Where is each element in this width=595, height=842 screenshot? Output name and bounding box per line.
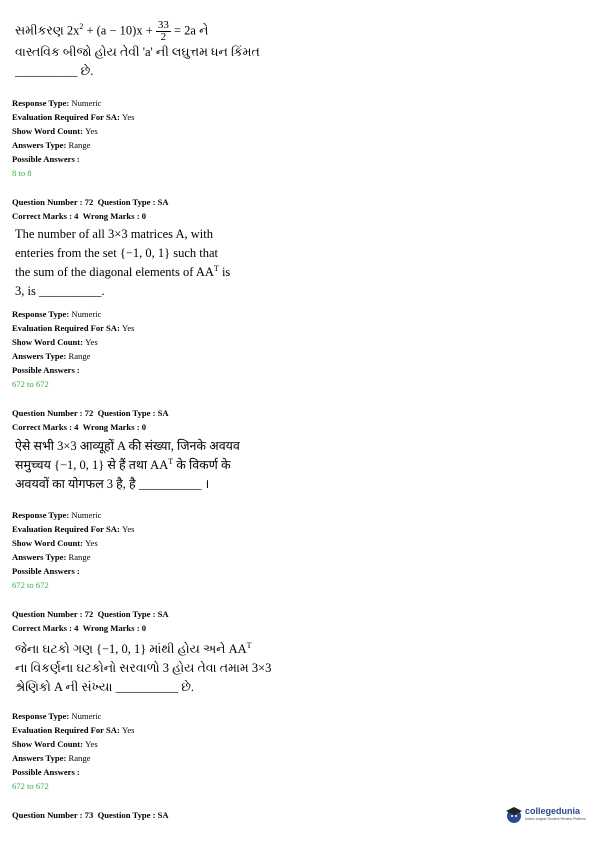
question-number: 72 (84, 197, 94, 207)
question-line: જેના ઘટકો ગણ {−1, 0, 1} માંથી હોય અને $AA^T$ (15, 640, 252, 656)
question-line: ऐसे सभी 3×3 आव्यूहों A की संख्या, जिनके अवयव (15, 439, 240, 453)
superscript: T (246, 640, 252, 650)
superscript: T (168, 456, 174, 466)
question-header: Question Number : 72 Question Type : SA Correct Marks : 4 Wrong Marks : 0 (12, 408, 169, 432)
possible-answers-value: 672 to 672 (12, 379, 49, 389)
possible-answers-value: 8 to 8 (12, 168, 32, 178)
question-header: Question Number : 73 Question Type : SA (12, 810, 169, 820)
superscript: 2 (79, 22, 84, 32)
question-line: अवयवों का योगफल 3 है, है __________ । (15, 477, 210, 491)
question-text-gujarati-quadratic (15, 20, 265, 81)
question-line: શ્રેણિકો A ની સંખ્યા __________ છે. (15, 680, 195, 694)
question-line: 3, is __________. (15, 284, 105, 298)
fraction-denominator: 2 (160, 31, 167, 43)
question-line: enteries from the set {−1, 0, 1} such that (15, 246, 219, 260)
text-fragment: + (a − 10)x + (83, 23, 156, 38)
question-header: Question Number : 72 Question Type : SA Correct Marks : 4 Wrong Marks : 0 (12, 609, 169, 633)
fraction (156, 20, 171, 43)
fraction-numerator: 33 (157, 19, 169, 31)
question-line: ના વિકર્ણના ઘટકોનો સરવાળો 3 હોય તેવા તમામ 3×3 (15, 661, 272, 675)
question-meta: Response Type: Numeric Evaluation Required For SA: Yes Show Word Count: Yes Answers Type: Range Possible Answers : 672 to 672 (12, 510, 135, 590)
question-meta: Response Type: Numeric Evaluation Required For SA: Yes Show Word Count: Yes Answers Type: Range Possible Answers : 672 to 672 (12, 309, 135, 389)
correct-marks: 4 (74, 211, 79, 221)
question-text-hindi (15, 437, 265, 494)
question-text-gujarati-matrices (15, 640, 272, 697)
answers-type-value: Range (68, 140, 91, 150)
question-line (15, 20, 265, 43)
question-meta: Response Type: Numeric Evaluation Required For SA: Yes Show Word Count: Yes Answers Type: Range Possible Answers : 8 to 8 (12, 98, 135, 178)
superscript: T (213, 263, 219, 273)
question-line: વાસ્તવિક બીજો હોય તેવી 'a' ની લઘુત્તમ ધન કિંમત (15, 45, 260, 59)
question-line: the sum of the diagonal elements of $AA^T$ is (15, 263, 231, 279)
wrong-marks: 0 (141, 211, 147, 221)
possible-answers-value: 672 to 672 (12, 580, 49, 590)
question-meta: Response Type: Numeric Evaluation Required For SA: Yes Show Word Count: Yes Answers Type: Range Possible Answers : 672 to 672 (12, 711, 135, 791)
question-header: Question Number : 72 Question Type : SA Correct Marks : 4 Wrong Marks : 0 (12, 197, 169, 221)
text-fragment: = 2a ને (170, 23, 209, 38)
logo-tagline: India's largest Student Review Platform (525, 817, 586, 821)
question-line: समुच्चय {−1, 0, 1} से हैं तथा $AA^T$ के विकर्ण के (15, 456, 231, 472)
graduate-cap-icon (505, 806, 523, 824)
collegedunia-logo (505, 804, 587, 828)
question-text-english (15, 225, 265, 301)
logo-name: collegedunia (525, 806, 581, 816)
response-type-value: Numeric (71, 98, 102, 108)
possible-answers-value: 672 to 672 (12, 781, 49, 791)
question-line: __________ છે. (15, 64, 94, 78)
question-type: SA (157, 197, 169, 207)
evaluation-required-value: Yes (122, 112, 135, 122)
question-line: The number of all 3×3 matrices A, with (15, 227, 213, 241)
text-fragment: સમીકરણ 2x (15, 23, 80, 38)
word-count-value: Yes (85, 126, 98, 136)
